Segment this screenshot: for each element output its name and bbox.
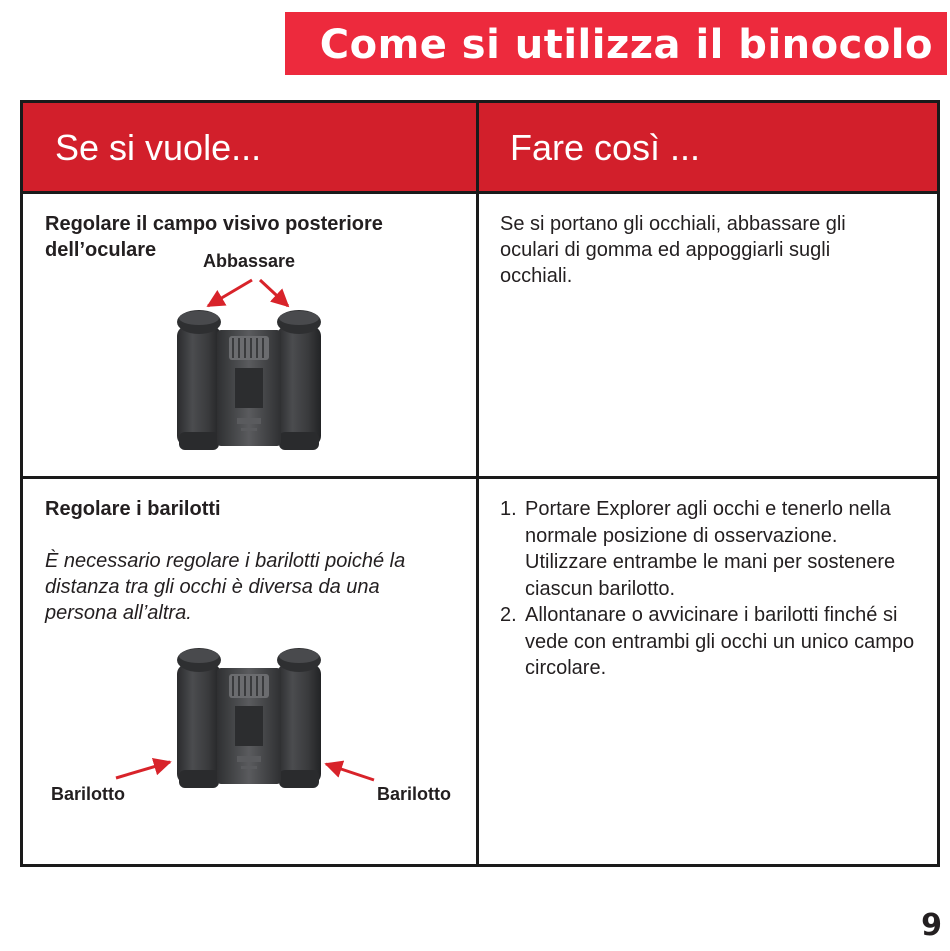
step-number: 1. xyxy=(500,498,517,520)
row1-do-text: Se si portano gli occhiali, abbassare gli oculari di gomma ed appoggiarli sugli occhiali. xyxy=(500,213,846,287)
header-do: Fare così ... xyxy=(510,127,701,168)
binoculars-image xyxy=(177,310,321,450)
binoculars-image xyxy=(177,648,321,788)
row2-want-note: È necessario regolare i barilotti poiché la distanza tra gli occhi è diversa da una persona all’altra. xyxy=(45,550,406,624)
step-text: Portare Explorer agli occhi e tenerlo nella normale posizione di osservazione. Utilizzare entrambe le mani per sostenere ciascun barilotto. xyxy=(525,498,896,600)
page-title: Come si utilizza il binocolo xyxy=(319,22,933,68)
arrow-icon xyxy=(260,280,288,306)
page-number: 9 xyxy=(921,908,942,943)
row1-want-title: Regolare il campo visivo posteriore dell’oculare xyxy=(45,213,383,261)
arrow-icon xyxy=(116,762,170,778)
arrow-icon xyxy=(326,764,374,780)
row2-want-title: Regolare i barilotti xyxy=(45,498,221,520)
row2-callout-left: Barilotto xyxy=(51,784,125,804)
row1-callout-abbassare: Abbassare xyxy=(203,251,296,271)
row2-callout-right: Barilotto xyxy=(377,784,451,804)
step-text: Allontanare o avvicinare i barilotti finché si vede con entrambi gli occhi un unico campo circolare. xyxy=(525,604,915,679)
arrow-icon xyxy=(208,280,252,306)
header-want: Se si vuole... xyxy=(55,127,262,168)
step-number: 2. xyxy=(500,604,517,626)
